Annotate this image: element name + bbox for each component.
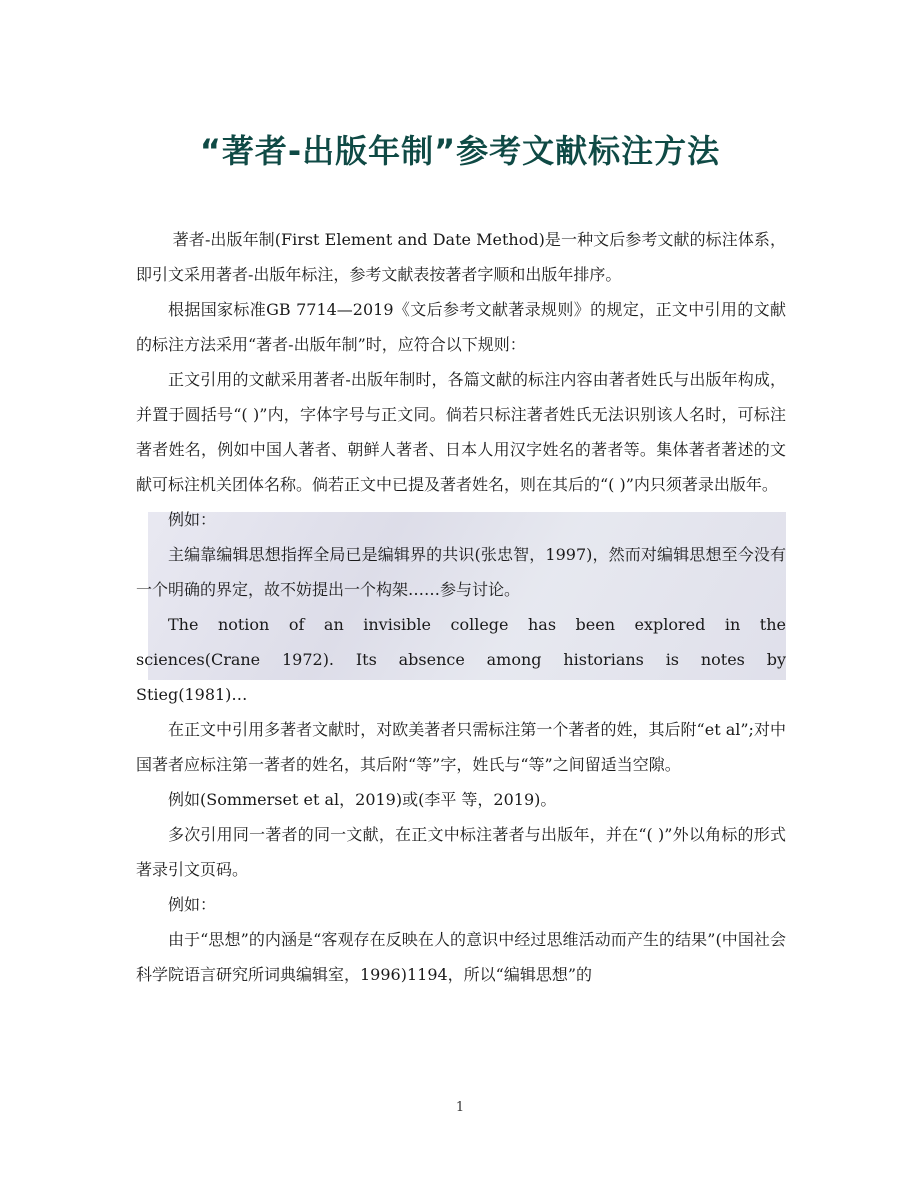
- paragraph-rule-2: 在正文中引用多著者文献时，对欧美著者只需标注第一个著者的姓，其后附“et al”;对中国著者应标注第一著者的姓名，其后附“等”字，姓氏与“等”之间留适当空隙。: [136, 720, 786, 774]
- paragraph-standard: 根据国家标准GB 7714—2019《文后参考文献著录规则》的规定，正文中引用的文献的标注方法采用“著者-出版年制”时，应符合以下规则：: [136, 300, 786, 354]
- document-body: [136, 222, 786, 992]
- paragraph-example-page: 由于“思想”的内涵是“客观存在反映在人的意识中经过思维活动而产生的结果”(中国社会科学院语言研究所词典编辑室，1996)1194，所以“编辑思想”的: [136, 930, 786, 984]
- page-number: 1: [455, 1100, 465, 1115]
- paragraph-example-label-2: 例如：: [168, 895, 217, 914]
- paragraph-example-label: 例如：: [168, 510, 217, 529]
- paragraph-example-en: The notion of an invisible college has been explored in the sciences(Crane 1972). Its absence among historians is notes by Stieg(1981)…: [136, 615, 786, 704]
- paragraph-rule-3: 多次引用同一著者的同一文献，在正文中标注著者与出版年，并在“( )”外以角标的形式著录引文页码。: [136, 825, 786, 879]
- paragraph-example-cn: 主编靠编辑思想指挥全局已是编辑界的共识(张忠智，1997)，然而对编辑思想至今没有一个明确的界定，故不妨提出一个构架……参与讨论。: [136, 545, 786, 599]
- paragraph-example-multi: 例如(Sommerset et al，2019)或(李平 等，2019)。: [168, 790, 557, 809]
- page-title: “著者-出版年制”参考文献标注方法: [199, 132, 721, 170]
- paragraph-intro: 著者-出版年制(First Element and Date Method)是一种文后参考文献的标注体系，即引文采用著者-出版年标注，参考文献表按著者字顺和出版年排序。: [136, 230, 786, 284]
- paragraph-rule-1: 正文引用的文献采用著者-出版年制时，各篇文献的标注内容由著者姓氏与出版年构成，并置于圆括号“( )”内，字体字号与正文同。倘若只标注著者姓氏无法识别该人名时，可标注著者姓名，例如中国人著者、朝鲜人著者、日本人用汉字姓名的著者等。集体著者著述的文献可标注机关团体名称。倘若正文中已提及著者姓名，则在其后的“( )”内只须著录出版年。: [136, 370, 786, 494]
